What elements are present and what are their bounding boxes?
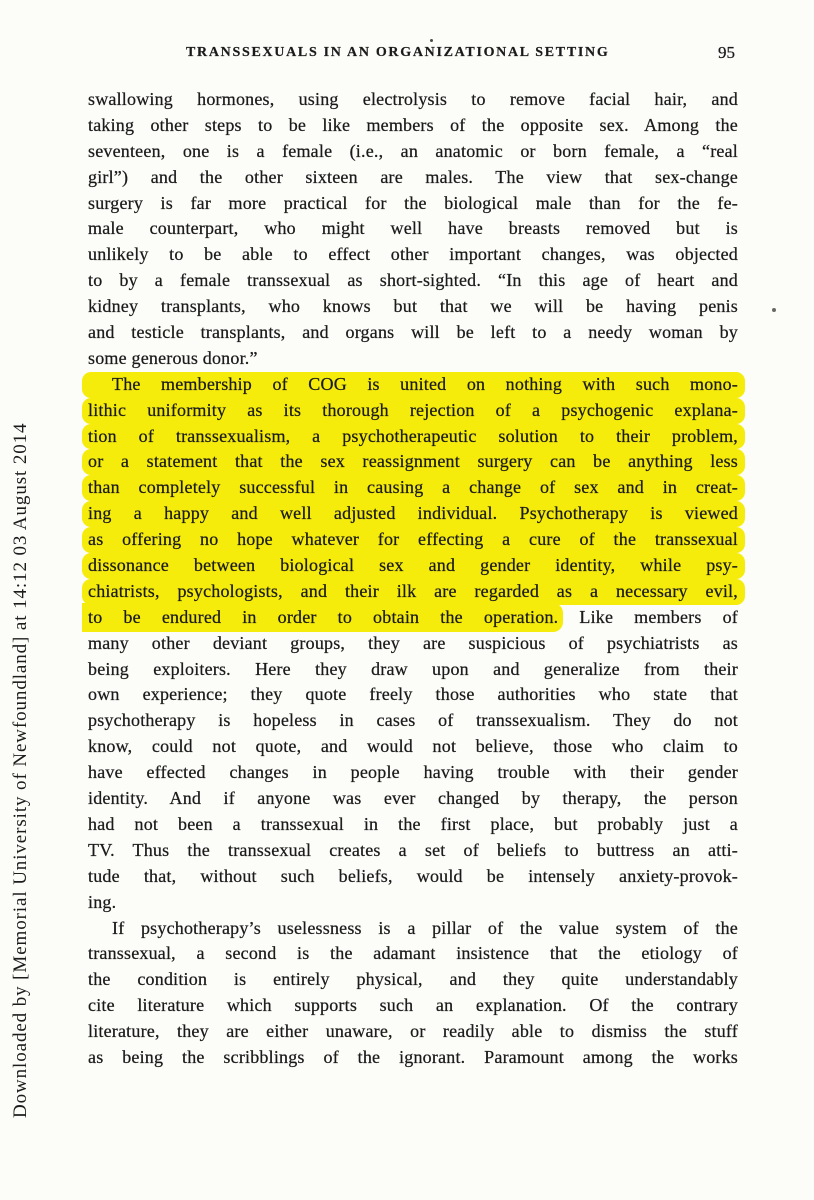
text-line (88, 890, 738, 916)
body-text: literature, they are either unaware, or readily able to dismiss the stuff (88, 1021, 738, 1042)
highlighted-text: or a statement that the sex reassignment surgery can be anything less (88, 451, 738, 472)
body-text: taking other steps to be like members of the opposite sex. Among the (88, 114, 738, 135)
text-line (88, 320, 738, 346)
text-line (88, 191, 738, 217)
highlighted-text-line (82, 424, 745, 450)
body-text: kidney transplants, who knows but that we will be having penis (88, 296, 738, 317)
body-text: had not been a transsexual in the first place, but probably just a (88, 813, 738, 834)
text-line (88, 682, 738, 708)
body-text: surgery is far more practical for the biological male than for the fe- (88, 192, 738, 213)
text-line (88, 916, 738, 942)
text-line (88, 864, 738, 890)
text-line (88, 294, 738, 320)
body-text: If psychotherapy’s uselessness is a pillar of the value system of the (112, 917, 738, 938)
text-block (88, 87, 738, 1071)
text-line (88, 941, 738, 967)
body-text: tude that, without such beliefs, would be intensely anxiety-provok- (88, 865, 738, 886)
body-text: swallowing hormones, using electrolysis to remove facial hair, and (88, 89, 738, 109)
text-line (88, 113, 738, 139)
body-text: being exploiters. Here they draw upon and generalize from their (88, 658, 738, 679)
text-line (88, 165, 738, 191)
body-text: identity. And if anyone was ever changed by therapy, the person (88, 788, 738, 809)
highlighted-text-line (88, 605, 738, 631)
body-text: and testicle transplants, and organs will be left to a needy woman by (88, 322, 738, 343)
download-watermark: Downloaded by [Memorial University of Newfoundland] at 14:12 03 August 2014 (10, 422, 31, 1118)
body-text: know, could not quote, and would not believe, those who claim to (88, 736, 738, 757)
highlighted-text: chiatrists, psychologists, and their ilk are regarded as a necessary evil, (88, 580, 738, 601)
body-text: transsexual, a second is the adamant insistence that the etiology of (88, 943, 738, 964)
text-line (88, 268, 738, 294)
highlighted-text: than completely successful in causing a change of sex and in creat- (88, 477, 738, 498)
highlighted-text-line (82, 449, 745, 475)
body-text: male counterpart, who might well have breasts removed but is (88, 218, 738, 239)
text-line (88, 786, 738, 812)
text-line (88, 139, 738, 165)
highlighted-text-line (82, 372, 745, 398)
scan-speck (772, 308, 776, 312)
body-text: own experience; they quote freely those authorities who state that (88, 684, 738, 705)
highlighted-text: to be endured in order to obtain the operation. (82, 603, 563, 632)
page-number: 95 (718, 43, 735, 62)
highlighted-text: tion of transsexualism, a psychotherapeutic solution to their problem, (88, 425, 738, 446)
body-text: cite literature which supports such an explanation. Of the contrary (88, 995, 738, 1016)
body-text: many other deviant groups, they are suspicious of psychiatrists as (88, 632, 738, 653)
highlighted-text: The membership of COG is united on nothing with such mono- (112, 373, 738, 394)
text-line (88, 993, 738, 1019)
highlighted-text-line (82, 579, 745, 605)
text-line (88, 87, 738, 113)
text-line (88, 346, 738, 372)
scan-speck (430, 39, 433, 42)
text-line (88, 1019, 738, 1045)
body-text: to by a female transsexual as short-sighted. “In this age of heart and (88, 270, 738, 291)
highlighted-text-line (82, 527, 745, 553)
body-text: girl”) and the other sixteen are males. The view that sex-change (88, 166, 738, 187)
text-line (88, 1045, 738, 1071)
text-line (88, 708, 738, 734)
text-line (88, 631, 738, 657)
body-text: psychotherapy is hopeless in cases of transsexualism. They do not (88, 710, 738, 731)
highlighted-text: dissonance between biological sex and gender identity, while psy- (88, 555, 738, 576)
highlighted-text: ing a happy and well adjusted individual. Psychotherapy is viewed (88, 503, 738, 524)
text-line (88, 242, 738, 268)
body-text: ing. (88, 891, 117, 912)
highlighted-text: as offering no hope whatever for effecting a cure of the transsexual (88, 529, 738, 550)
highlighted-text-line (82, 475, 745, 501)
text-line (88, 967, 738, 993)
highlighted-text-line (82, 553, 745, 579)
highlighted-text: lithic uniformity as its thorough rejection of a psychogenic explana- (88, 399, 738, 420)
text-line (88, 216, 738, 242)
text-line (88, 838, 738, 864)
body-text: have effected changes in people having trouble with their gender (88, 762, 738, 783)
highlighted-text-line (82, 501, 745, 527)
body-text: unlikely to be able to effect other important changes, was objected (88, 244, 738, 265)
body-text: seventeen, one is a female (i.e., an anatomic or born female, a “real (88, 140, 738, 161)
running-header: TRANSSEXUALS IN AN ORGANIZATIONAL SETTING (186, 45, 610, 60)
body-text: some generous donor.” (88, 347, 258, 368)
body-text: TV. Thus the transsexual creates a set of beliefs to buttress an atti- (88, 839, 738, 860)
highlighted-text-line (82, 398, 745, 424)
body-text: Like members of (558, 606, 738, 627)
body-text: the condition is entirely physical, and they quite understandably (88, 969, 738, 990)
text-line (88, 760, 738, 786)
text-line (88, 812, 738, 838)
text-line (88, 657, 738, 683)
body-text: as being the scribblings of the ignorant. Paramount among the works (88, 1046, 738, 1067)
text-line (88, 734, 738, 760)
